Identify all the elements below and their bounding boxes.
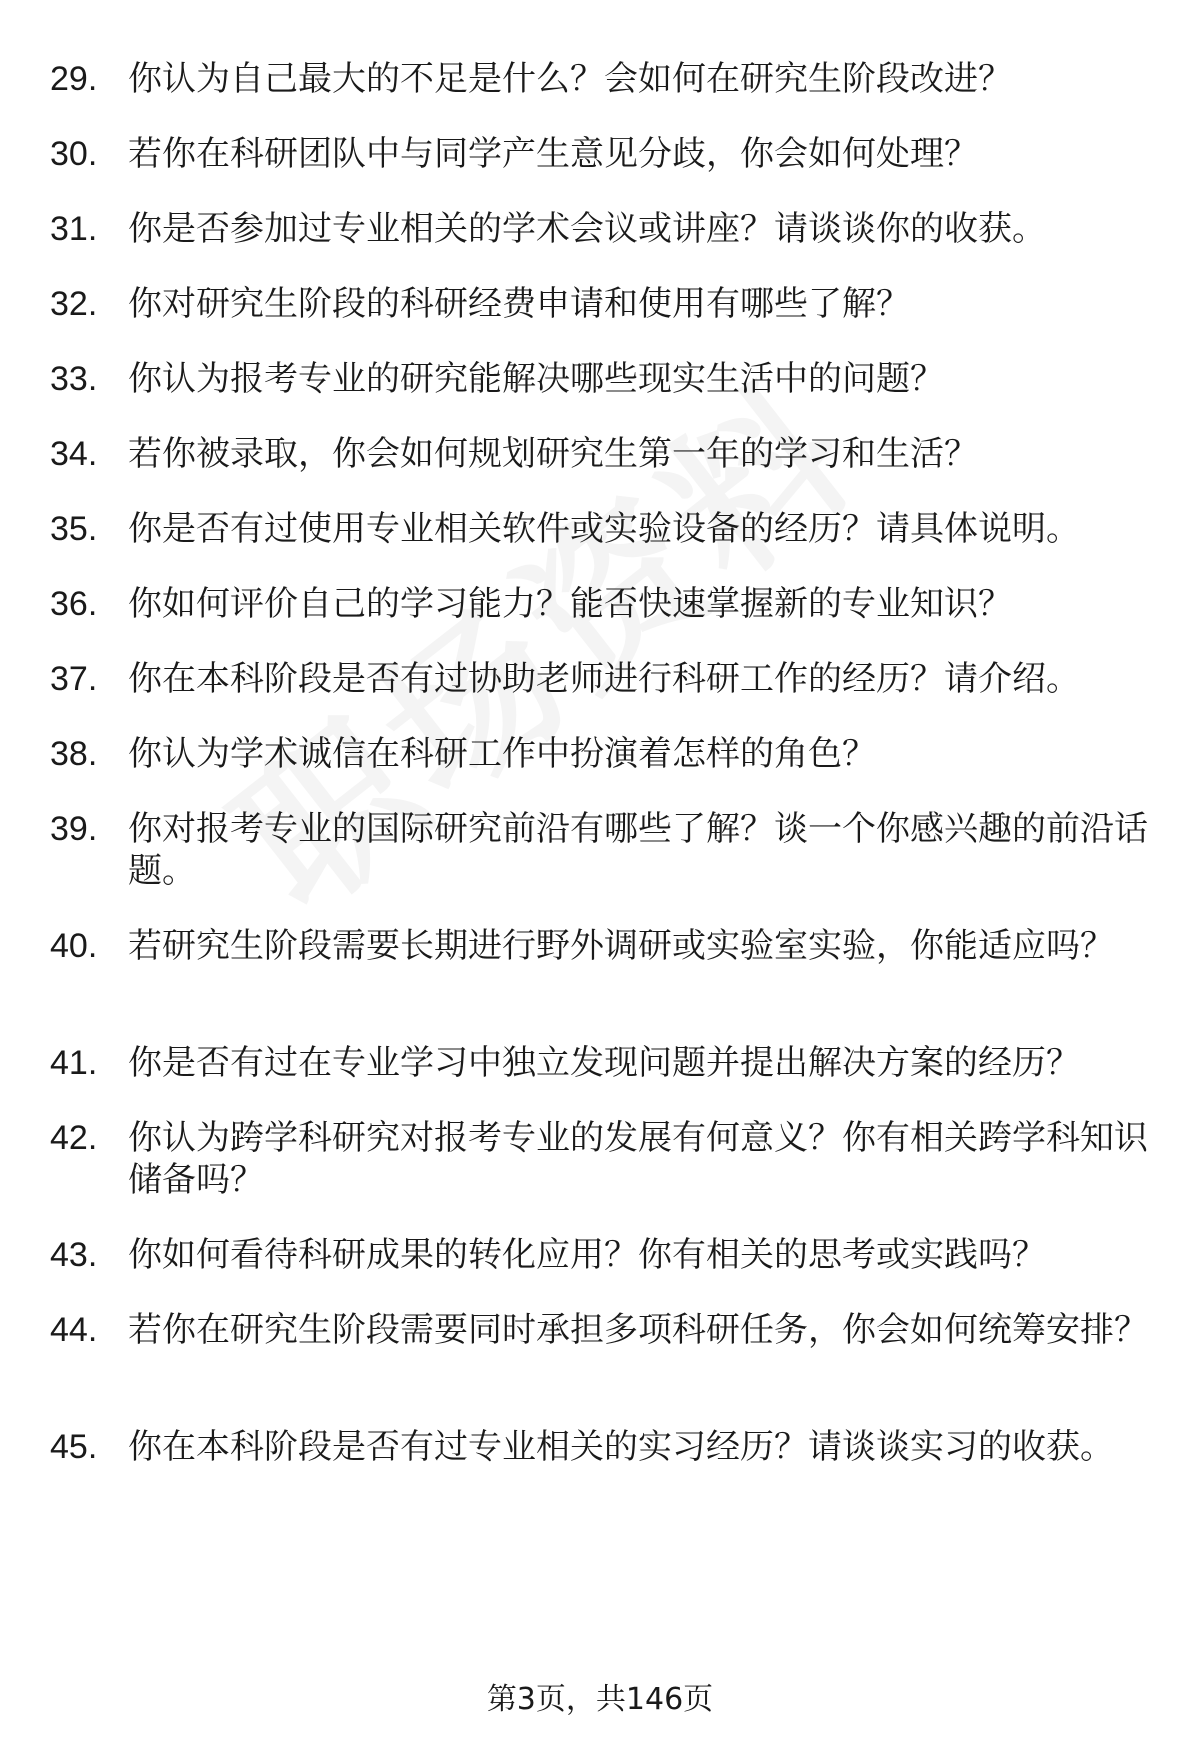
question-number: 36.	[50, 585, 98, 623]
question-number: 32.	[50, 285, 98, 323]
question-text: 你如何看待科研成果的转化应用？你有相关的思考或实践吗？	[128, 1235, 1046, 1275]
question-number: 44.	[50, 1311, 98, 1349]
page-footer: 第3页，共146页	[486, 1682, 714, 1717]
question-text: 你对研究生阶段的科研经费申请和使用有哪些了解？	[128, 284, 910, 324]
question-text: 若你在研究生阶段需要同时承担多项科研任务，你会如何统筹安排？	[128, 1310, 1148, 1350]
question-text: 若你在科研团队中与同学产生意见分歧，你会如何处理？	[128, 134, 978, 174]
question-text: 若你被录取，你会如何规划研究生第一年的学习和生活？	[128, 434, 978, 474]
question-text: 你如何评价自己的学习能力？能否快速掌握新的专业知识？	[128, 584, 1012, 624]
question-text: 你认为自己最大的不足是什么？会如何在研究生阶段改进？	[128, 59, 1012, 99]
question-number: 43.	[50, 1236, 98, 1274]
question-number: 31.	[50, 210, 98, 248]
question-text: 你在本科阶段是否有过专业相关的实习经历？请谈谈实习的收获。	[128, 1427, 1114, 1467]
question-number: 45.	[50, 1428, 98, 1466]
question-number: 35.	[50, 510, 98, 548]
question-text: 若研究生阶段需要长期进行野外调研或实验室实验，你能适应吗？	[128, 926, 1114, 966]
question-number: 33.	[50, 360, 98, 398]
question-text: 你对报考专业的国际研究前沿有哪些了解？谈一个你感兴趣的前沿话题。	[128, 809, 1148, 891]
question-text: 你认为学术诚信在科研工作中扮演着怎样的角色？	[128, 734, 876, 774]
question-text: 你是否参加过专业相关的学术会议或讲座？请谈谈你的收获。	[128, 209, 1046, 249]
question-number: 41.	[50, 1044, 98, 1082]
question-text: 你认为跨学科研究对报考专业的发展有何意义？你有相关跨学科知识储备吗？	[128, 1118, 1148, 1200]
question-text: 你是否有过使用专业相关软件或实验设备的经历？请具体说明。	[128, 509, 1080, 549]
question-number: 30.	[50, 135, 98, 173]
question-number: 38.	[50, 735, 98, 773]
question-number: 34.	[50, 435, 98, 473]
question-number: 40.	[50, 927, 98, 965]
question-number: 42.	[50, 1119, 98, 1157]
question-number: 29.	[50, 60, 98, 98]
question-number: 37.	[50, 660, 98, 698]
question-text: 你认为报考专业的研究能解决哪些现实生活中的问题？	[128, 359, 944, 399]
question-text: 你是否有过在专业学习中独立发现问题并提出解决方案的经历？	[128, 1043, 1080, 1083]
question-number: 39.	[50, 810, 98, 848]
question-text: 你在本科阶段是否有过协助老师进行科研工作的经历？请介绍。	[128, 659, 1080, 699]
